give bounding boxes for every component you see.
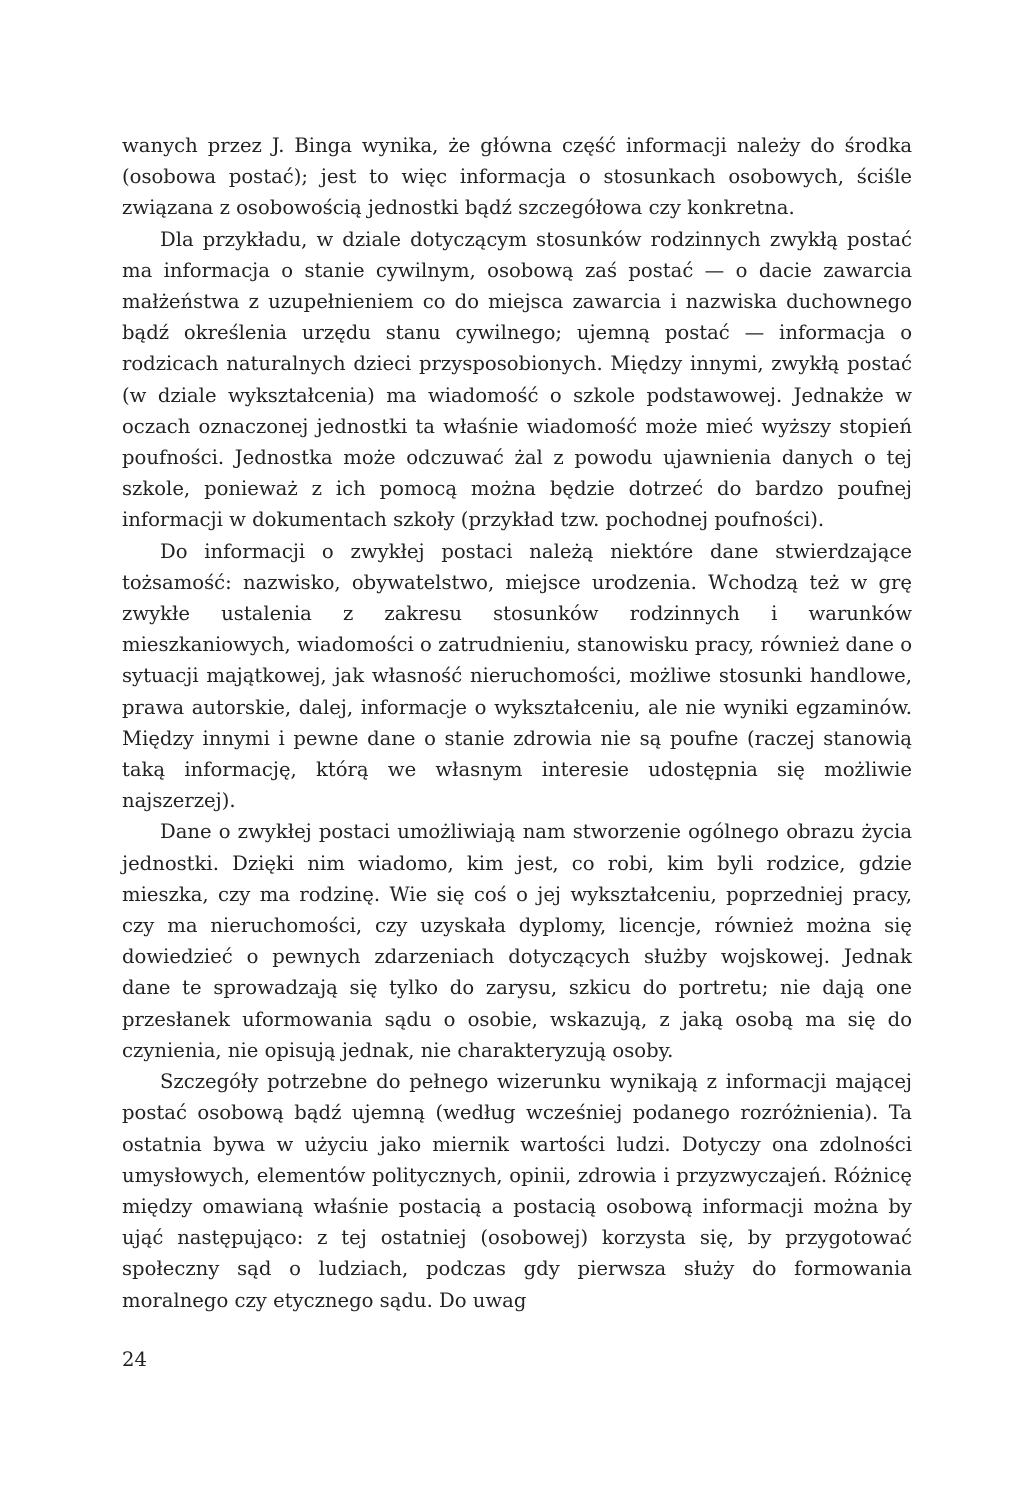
paragraph-3: Do informacji o zwykłej postaci należą niektóre dane stwierdzające tożsamość: nazwisko, obywatelstwo, miejsce urodzenia. Wchodzą też w grę zwykłe ustalenia z zakresu stosunków rodzinnych i warunków mieszkaniowych, wiadomości o zatrudnieniu, stanowisku pracy, również dane o sytuacji majątkowej, jak własność nieruchomości, możliwe stosunki handlowe, prawa autorskie, dalej, informacje o wykształceniu, ale nie wyniki egzaminów. Między innymi i pewne dane o stanie zdrowia nie są poufne (raczej stanowią taką informację, którą we własnym interesie udostępnia się możliwie najszerzej).: [122, 539, 912, 813]
page-body: [122, 130, 912, 1316]
paragraph-5: Szczegóły potrzebne do pełnego wizerunku wynikają z informacji mającej postać osobową bądź ujemną (według wcześniej podanego rozróżnienia). Ta ostatnia bywa w użyciu jako miernik wartości ludzi. Dotyczy ona zdolności umysłowych, elementów politycznych, opinii, zdrowia i przyzwyczajeń. Różnicę między omawianą właśnie postacią a postacią osobową informacji można by ująć następująco: z tej ostatniej (osobowej) korzysta się, by przygotować społeczny sąd o ludziach, podczas gdy pierwsza służy do formowania moralnego czy etycznego sądu. Do uwag: [122, 1070, 912, 1312]
paragraph-1: wanych przez J. Binga wynika, że główna część informacji należy do środka (osobowa postać); jest to więc informacja o stosunkach osobowych, ściśle związana z osobowością jednostki bądź szczegółowa czy konkretna.: [122, 134, 912, 220]
page-number: 24: [122, 1348, 147, 1371]
paragraph-2: Dla przykładu, w dziale dotyczącym stosunków rodzinnych zwykłą postać ma informacja o stanie cywilnym, osobową zaś postać — o dacie zawarcia małżeństwa z uzupełnieniem co do miejsca zawarcia i nazwiska duchownego bądź określenia urzędu stanu cywilnego; ujemną postać — informacja o rodzicach naturalnych dzieci przysposobionych. Między innymi, zwykłą postać (w dziale wykształcenia) ma wiadomość o szkole podstawowej. Jednakże w oczach oznaczonej jednostki ta właśnie wiadomość może mieć wyższy stopień poufności. Jednostka może odczuwać żal z powodu ujawnienia danych o tej szkole, ponieważ z ich pomocą można będzie dotrzeć do bardzo poufnej informacji w dokumentach szkoły (przykład tzw. pochodnej poufności).: [122, 227, 912, 532]
paragraph-4: Dane o zwykłej postaci umożliwiają nam stworzenie ogólnego obrazu życia jednostki. Dzięki nim wiadomo, kim jest, co robi, kim byli rodzice, gdzie mieszka, czy ma rodzinę. Wie się coś o jej wykształceniu, poprzedniej pracy, czy ma nieruchomości, czy uzyskała dyplomy, licencje, również można się dowiedzieć o pewnych zdarzeniach dotyczących służby wojskowej. Jednak dane te sprowadzają się tylko do zarysu, szkicu do portretu; nie dają one przesłanek uformowania sądu o osobie, wskazują, z jaką osobą ma się do czynienia, nie opisują jednak, nie charakteryzują osoby.: [122, 820, 912, 1062]
